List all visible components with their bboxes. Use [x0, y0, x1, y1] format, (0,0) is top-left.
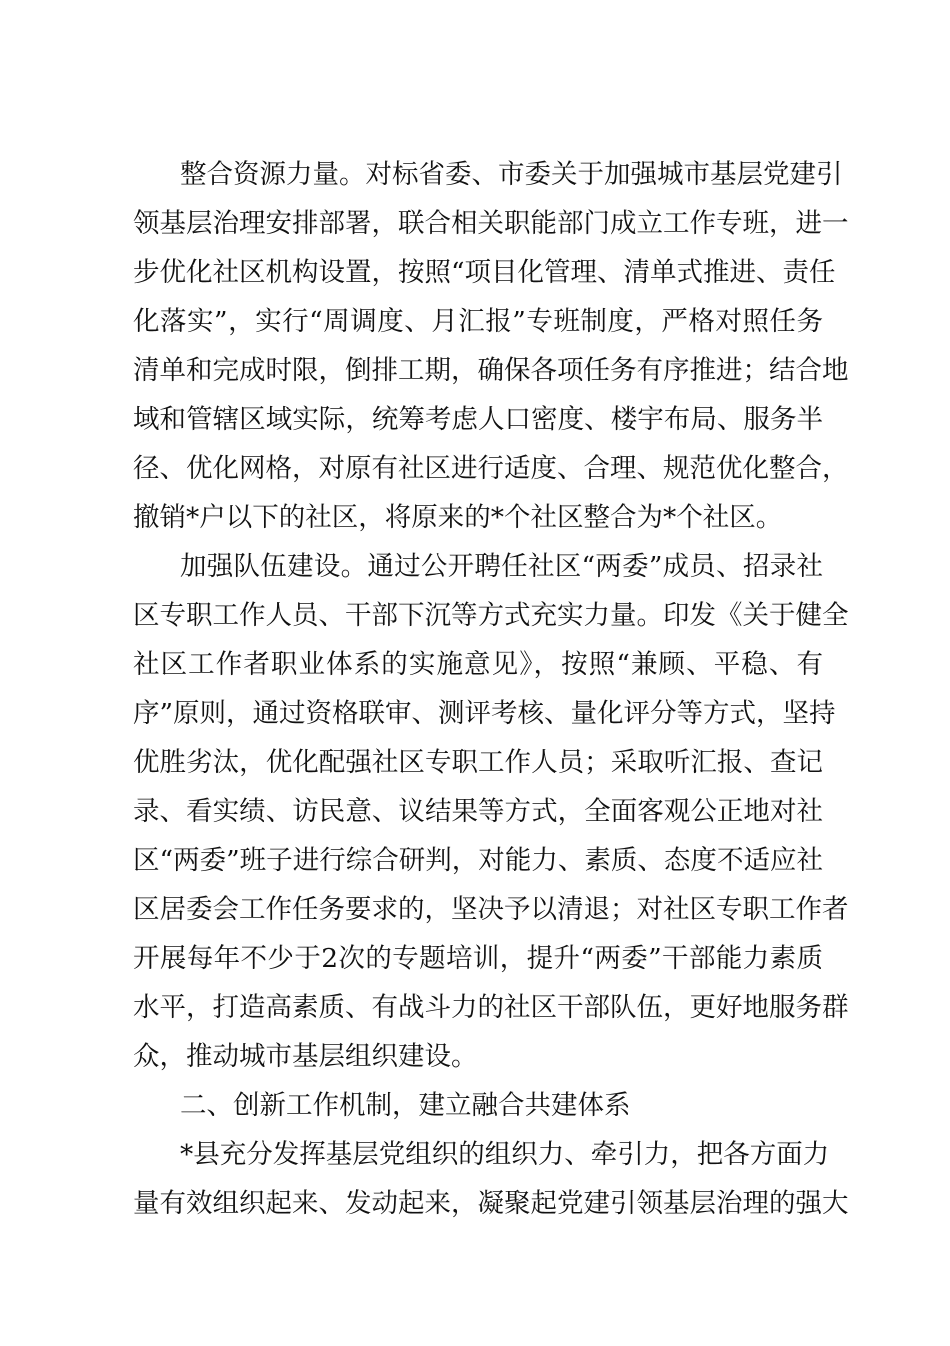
paragraph-1-line-4: 化落实”，实行“周调度、月汇报”专班制度，严格对照任务 — [133, 306, 823, 337]
paragraph-1-line-6: 域和管辖区域实际，统筹考虑人口密度、楼宇布局、服务半 — [133, 404, 823, 435]
paragraph-2-line-6: 录、看实绩、访民意、议结果等方式，全面客观公正地对社 — [133, 796, 823, 827]
paragraph-2-line-2: 区专职工作人员、干部下沉等方式充实力量。印发《关于健全 — [133, 600, 849, 631]
paragraph-2-line-10: 水平，打造高素质、有战斗力的社区干部队伍，更好地服务群 — [133, 992, 849, 1023]
paragraph-2-line-7: 区“两委”班子进行综合研判，对能力、素质、态度不适应社 — [133, 845, 823, 876]
paragraph-1-line-7: 径、优化网格，对原有社区进行适度、合理、规范优化整合， — [133, 453, 849, 484]
paragraph-2-line-11: 众，推动城市基层组织建设。 — [133, 1041, 478, 1072]
paragraph-1-line-5: 清单和完成时限，倒排工期，确保各项任务有序推进；结合地 — [133, 355, 849, 386]
paragraph-2-line-8: 区居委会工作任务要求的，坚决予以清退；对社区专职工作者 — [133, 894, 849, 925]
paragraph-2-line-3: 社区工作者职业体系的实施意见》，按照“兼顾、平稳、有 — [133, 649, 823, 680]
paragraph-2-line-5: 优胜劣汰，优化配强社区专职工作人员；采取听汇报、查记 — [133, 747, 823, 778]
paragraph-1-line-2: 领基层治理安排部署，联合相关职能部门成立工作专班，进一 — [133, 208, 849, 239]
section-heading: 二、创新工作机制，建立融合共建体系 — [180, 1090, 631, 1121]
paragraph-3-line-2: 量有效组织起来、发动起来，凝聚起党建引领基层治理的强大 — [133, 1188, 849, 1219]
paragraph-2-line-9: 开展每年不少于2次的专题培训，提升“两委”干部能力素质 — [133, 943, 823, 974]
paragraph-2-line-4: 序”原则，通过资格联审、测评考核、量化评分等方式，坚持 — [133, 698, 836, 729]
paragraph-1-line-3: 步优化社区机构设置，按照“项目化管理、清单式推进、责任 — [133, 257, 836, 288]
paragraph-1-line-8: 撤销*户以下的社区，将原来的*个社区整合为*个社区。 — [133, 502, 783, 533]
paragraph-3-line-1: *县充分发挥基层党组织的组织力、牵引力，把各方面力 — [180, 1139, 830, 1170]
paragraph-2-line-1: 加强队伍建设。通过公开聘任社区“两委”成员、招录社 — [180, 551, 823, 582]
paragraph-1-line-1: 整合资源力量。对标省委、市委关于加强城市基层党建引 — [180, 159, 843, 190]
